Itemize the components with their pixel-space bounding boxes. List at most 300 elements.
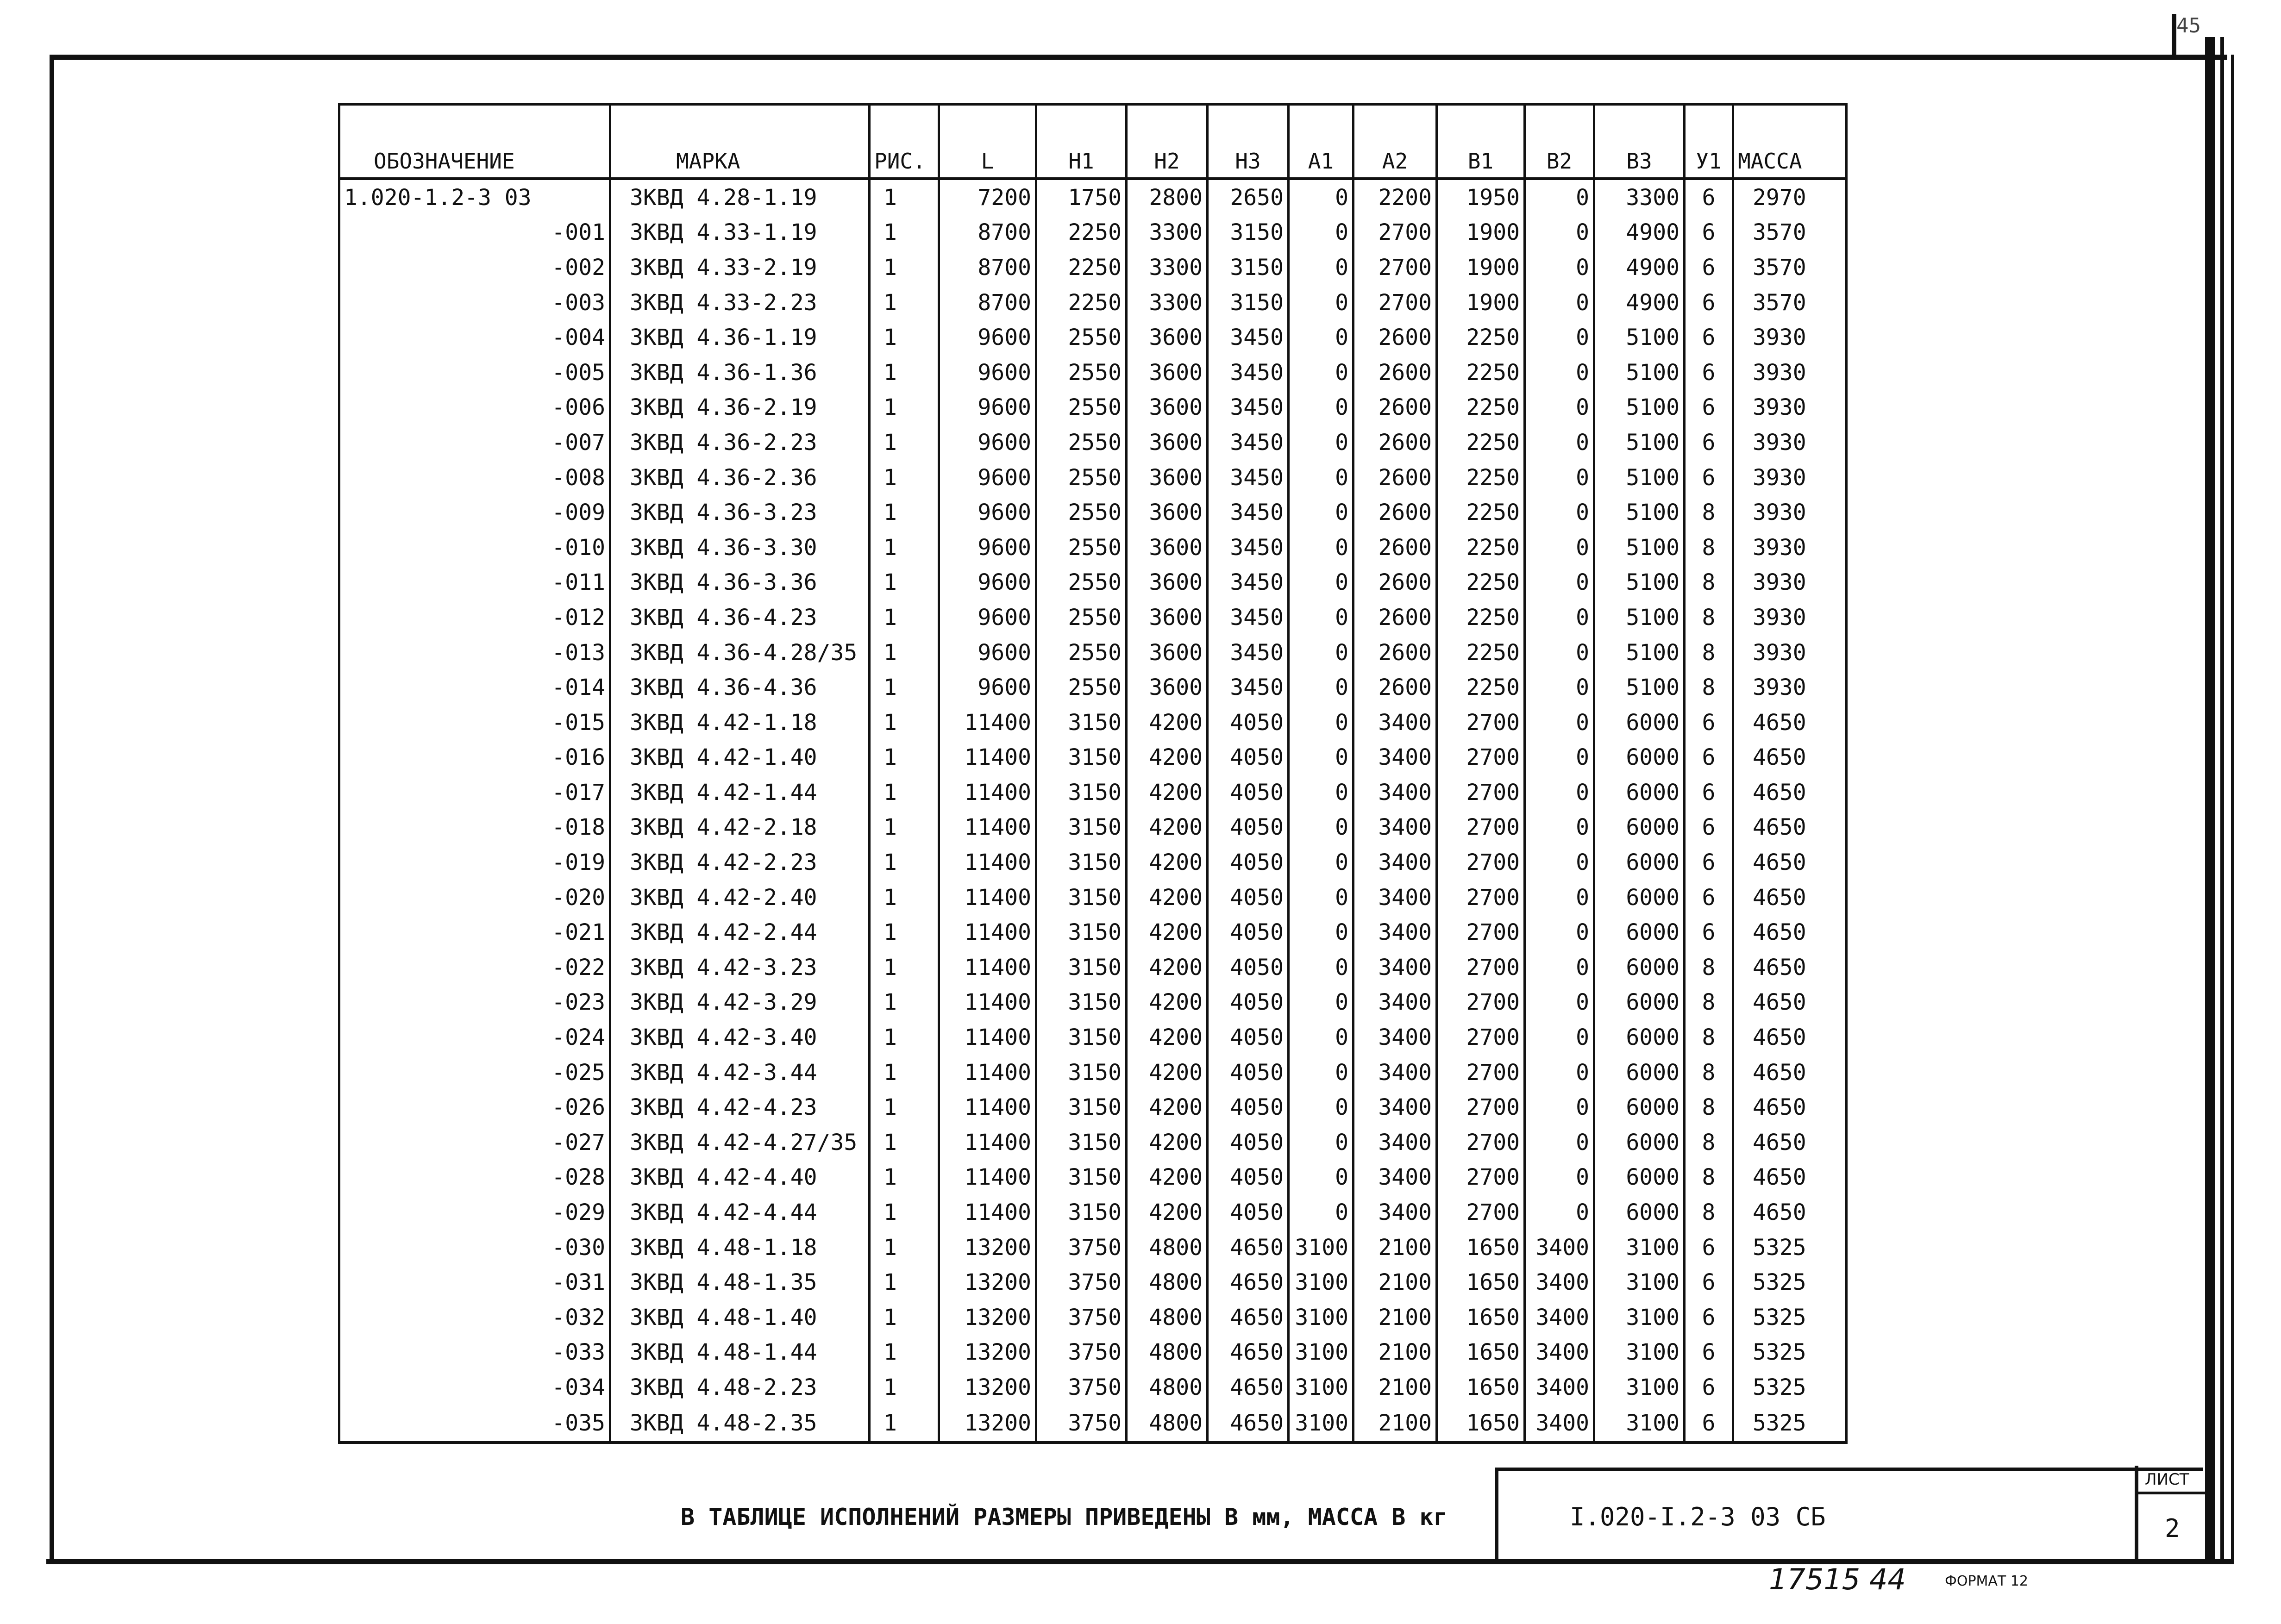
table-cell: 11400: [939, 1160, 1036, 1195]
table-cell: 9600: [939, 355, 1036, 390]
table-cell: 3600: [1127, 320, 1208, 355]
table-cell: 6000: [1594, 915, 1685, 950]
table-cell: 1750: [1036, 179, 1127, 215]
table-row: [339, 1160, 1847, 1195]
table-cell: 2250: [1036, 250, 1127, 285]
table-cell: 3КВД 4.42-1.44: [610, 775, 870, 810]
table-cell: 1650: [1437, 1405, 1525, 1443]
table-cell: 4650: [1208, 1230, 1289, 1265]
table-cell: 3КВД 4.36-2.36: [610, 460, 870, 495]
table-cell: 1: [870, 425, 939, 460]
table-cell: 8: [1685, 565, 1733, 600]
table-cell: 8: [1685, 1020, 1733, 1055]
table-cell: 5325: [1733, 1230, 1847, 1265]
table-cell: 3100: [1289, 1405, 1354, 1443]
table-cell: 3150: [1036, 775, 1127, 810]
table-cell: 3600: [1127, 635, 1208, 670]
table-cell: 1: [870, 670, 939, 705]
table-cell: 4650: [1733, 740, 1847, 775]
table-cell: 6000: [1594, 1195, 1685, 1230]
table-cell: 2550: [1036, 530, 1127, 565]
table-cell: 4650: [1733, 1055, 1847, 1090]
table-cell: 3КВД 4.42-2.18: [610, 810, 870, 845]
table-cell: 5325: [1733, 1300, 1847, 1335]
table-cell: 9600: [939, 670, 1036, 705]
table-cell: 0: [1525, 635, 1594, 670]
table-cell: 2700: [1437, 740, 1525, 775]
table-cell: 3450: [1208, 425, 1289, 460]
table-cell: 11400: [939, 845, 1036, 880]
table-cell: 1650: [1437, 1370, 1525, 1405]
table-cell: 3КВД 4.48-1.40: [610, 1300, 870, 1335]
table-cell: 3570: [1733, 215, 1847, 250]
table-cell: 2550: [1036, 600, 1127, 635]
frame-right-line-outer: [2231, 55, 2234, 1564]
table-cell: 1: [870, 250, 939, 285]
table-cell: 4800: [1127, 1335, 1208, 1370]
table-cell: 4200: [1127, 775, 1208, 810]
table-cell: 4050: [1208, 985, 1289, 1020]
table-cell: 4650: [1733, 810, 1847, 845]
table-cell: -027: [339, 1125, 610, 1160]
table-body: [339, 179, 1847, 1443]
table-cell: -011: [339, 565, 610, 600]
table-cell: 3150: [1036, 1055, 1127, 1090]
table-cell: 9600: [939, 320, 1036, 355]
table-cell: 6000: [1594, 1125, 1685, 1160]
table-cell: 3150: [1036, 1020, 1127, 1055]
table-cell: 6: [1685, 215, 1733, 250]
table-header-row: [339, 104, 1847, 179]
table-cell: 3930: [1733, 530, 1847, 565]
column-header: ОБОЗНАЧЕНИЕ: [339, 104, 610, 179]
table-cell: 0: [1525, 1020, 1594, 1055]
table-cell: 3930: [1733, 320, 1847, 355]
table-cell: 8700: [939, 250, 1036, 285]
table-cell: 2700: [1437, 845, 1525, 880]
table-cell: 1: [870, 880, 939, 915]
table-cell: 6000: [1594, 1020, 1685, 1055]
table-cell: 0: [1289, 320, 1354, 355]
table-cell: 3450: [1208, 495, 1289, 530]
table-cell: 3КВД 4.42-3.29: [610, 985, 870, 1020]
page-number: 45: [2176, 14, 2201, 37]
format-label: ФОРМАТ 12: [1945, 1573, 2028, 1589]
table-cell: 2550: [1036, 495, 1127, 530]
table-cell: 8: [1685, 950, 1733, 985]
table-cell: 1: [870, 1195, 939, 1230]
table-cell: 1: [870, 1230, 939, 1265]
table-cell: 4650: [1208, 1405, 1289, 1443]
table-cell: 5100: [1594, 530, 1685, 565]
table-cell: 3КВД 4.42-3.40: [610, 1020, 870, 1055]
table-cell: 4200: [1127, 915, 1208, 950]
versions-table: [338, 103, 1848, 1444]
table-cell: 0: [1525, 1055, 1594, 1090]
table-cell: 0: [1289, 355, 1354, 390]
table-cell: -002: [339, 250, 610, 285]
table-cell: 9600: [939, 635, 1036, 670]
table-cell: 4650: [1208, 1335, 1289, 1370]
table-row: [339, 390, 1847, 425]
table-cell: 2700: [1437, 1055, 1525, 1090]
table-row: [339, 775, 1847, 810]
table-cell: 0: [1525, 355, 1594, 390]
table-cell: 3КВД 4.42-2.44: [610, 915, 870, 950]
table-cell: 2600: [1354, 600, 1437, 635]
table-cell: 4200: [1127, 740, 1208, 775]
table-cell: 13200: [939, 1370, 1036, 1405]
table-cell: 4050: [1208, 705, 1289, 740]
table-cell: -014: [339, 670, 610, 705]
table-cell: 4200: [1127, 810, 1208, 845]
table-cell: 0: [1289, 1160, 1354, 1195]
table-cell: 6000: [1594, 845, 1685, 880]
table-cell: 3150: [1208, 250, 1289, 285]
table-cell: 4050: [1208, 1090, 1289, 1125]
table-cell: 6: [1685, 1300, 1733, 1335]
table-cell: 0: [1289, 950, 1354, 985]
table-cell: 2700: [1437, 880, 1525, 915]
table-cell: 4650: [1733, 705, 1847, 740]
table-cell: 0: [1525, 285, 1594, 320]
table-cell: 13200: [939, 1230, 1036, 1265]
table-cell: -005: [339, 355, 610, 390]
table-cell: 3450: [1208, 635, 1289, 670]
table-cell: 3КВД 4.42-4.44: [610, 1195, 870, 1230]
table-cell: 0: [1525, 425, 1594, 460]
table-cell: 6000: [1594, 810, 1685, 845]
table-cell: 6000: [1594, 1055, 1685, 1090]
table-cell: 5100: [1594, 390, 1685, 425]
table-cell: 2550: [1036, 355, 1127, 390]
table-cell: 0: [1525, 495, 1594, 530]
table-cell: 8: [1685, 1090, 1733, 1125]
table-cell: 1: [870, 215, 939, 250]
table-cell: 0: [1525, 1160, 1594, 1195]
table-cell: 2250: [1437, 670, 1525, 705]
table-cell: 1: [870, 285, 939, 320]
table-cell: -025: [339, 1055, 610, 1090]
column-header: МАССА: [1733, 104, 1847, 179]
table-cell: 2250: [1036, 285, 1127, 320]
table-cell: 3КВД 4.33-1.19: [610, 215, 870, 250]
table-cell: 1: [870, 390, 939, 425]
table-cell: 3КВД 4.42-4.23: [610, 1090, 870, 1125]
table-cell: 3750: [1036, 1265, 1127, 1300]
table-cell: 9600: [939, 460, 1036, 495]
table-cell: 0: [1289, 600, 1354, 635]
table-cell: 0: [1525, 1125, 1594, 1160]
table-cell: 3100: [1289, 1370, 1354, 1405]
table-cell: 6: [1685, 775, 1733, 810]
table-cell: 3600: [1127, 460, 1208, 495]
table-row: [339, 1405, 1847, 1443]
table-cell: 11400: [939, 950, 1036, 985]
table-cell: 4050: [1208, 950, 1289, 985]
table-cell: 3750: [1036, 1370, 1127, 1405]
table-cell: 3150: [1036, 740, 1127, 775]
table-cell: 6: [1685, 425, 1733, 460]
table-row: [339, 1370, 1847, 1405]
table-cell: 4650: [1733, 845, 1847, 880]
table-cell: 8700: [939, 215, 1036, 250]
table-cell: -023: [339, 985, 610, 1020]
table-cell: -018: [339, 810, 610, 845]
table-row: [339, 320, 1847, 355]
table-row: [339, 1020, 1847, 1055]
table-cell: -010: [339, 530, 610, 565]
table-cell: 3150: [1036, 985, 1127, 1020]
table-cell: 4200: [1127, 950, 1208, 985]
table-cell: 0: [1289, 810, 1354, 845]
table-cell: 3КВД 4.36-4.36: [610, 670, 870, 705]
table-cell: 1: [870, 845, 939, 880]
table-cell: 6: [1685, 915, 1733, 950]
table-cell: -019: [339, 845, 610, 880]
table-cell: 1: [870, 1265, 939, 1300]
table-cell: 0: [1289, 1055, 1354, 1090]
table-cell: 6: [1685, 390, 1733, 425]
table-cell: 4800: [1127, 1265, 1208, 1300]
table-cell: 2700: [1437, 985, 1525, 1020]
frame-top-line: [51, 55, 2227, 60]
table-cell: 6000: [1594, 1090, 1685, 1125]
table-cell: 4650: [1208, 1300, 1289, 1335]
table-cell: 0: [1525, 1090, 1594, 1125]
table-cell: -017: [339, 775, 610, 810]
table-cell: 1: [870, 635, 939, 670]
table-cell: 8: [1685, 1125, 1733, 1160]
table-cell: 1: [870, 1125, 939, 1160]
table-row: [339, 1265, 1847, 1300]
table-cell: 4200: [1127, 1090, 1208, 1125]
table-cell: 3570: [1733, 250, 1847, 285]
table-cell: 3930: [1733, 565, 1847, 600]
table-cell: 3150: [1208, 285, 1289, 320]
table-cell: 6: [1685, 460, 1733, 495]
table-cell: 3КВД 4.48-2.23: [610, 1370, 870, 1405]
table-cell: -012: [339, 600, 610, 635]
table-cell: 3400: [1354, 1090, 1437, 1125]
table-cell: 0: [1525, 600, 1594, 635]
inventory-number: 17515 44: [1769, 1562, 1906, 1596]
table-cell: 4200: [1127, 1125, 1208, 1160]
table-cell: 3КВД 4.42-3.44: [610, 1055, 870, 1090]
table-cell: 6: [1685, 179, 1733, 215]
table-cell: 8: [1685, 1160, 1733, 1195]
table-cell: 4800: [1127, 1300, 1208, 1335]
table-row: [339, 495, 1847, 530]
table-cell: 0: [1289, 740, 1354, 775]
table-cell: 5325: [1733, 1335, 1847, 1370]
table-cell: 4200: [1127, 985, 1208, 1020]
table-cell: 0: [1525, 740, 1594, 775]
table-cell: 2600: [1354, 530, 1437, 565]
table-cell: 1: [870, 1090, 939, 1125]
table-cell: 1: [870, 460, 939, 495]
table-cell: 3150: [1036, 1125, 1127, 1160]
table-cell: 4650: [1733, 880, 1847, 915]
table-cell: 11400: [939, 915, 1036, 950]
table-cell: 0: [1289, 285, 1354, 320]
column-header: B3: [1594, 104, 1685, 179]
table-cell: 5325: [1733, 1370, 1847, 1405]
table-cell: 9600: [939, 530, 1036, 565]
table-cell: 1: [870, 495, 939, 530]
table-cell: -022: [339, 950, 610, 985]
table-cell: 5100: [1594, 635, 1685, 670]
table-cell: 3150: [1036, 1160, 1127, 1195]
table-cell: 4050: [1208, 1020, 1289, 1055]
table-cell: -007: [339, 425, 610, 460]
table-cell: 3150: [1036, 705, 1127, 740]
table-cell: 1: [870, 740, 939, 775]
table-cell: -006: [339, 390, 610, 425]
table-cell: 3КВД 4.28-1.19: [610, 179, 870, 215]
table-cell: 5325: [1733, 1265, 1847, 1300]
table-cell: 3450: [1208, 565, 1289, 600]
table-cell: 4650: [1733, 1020, 1847, 1055]
table-cell: 8: [1685, 495, 1733, 530]
table-cell: 4050: [1208, 845, 1289, 880]
table-cell: -004: [339, 320, 610, 355]
table-cell: 1: [870, 1160, 939, 1195]
column-header: A2: [1354, 104, 1437, 179]
table-cell: 0: [1289, 635, 1354, 670]
table-cell: 2100: [1354, 1335, 1437, 1370]
table-cell: 3КВД 4.36-1.36: [610, 355, 870, 390]
table-cell: 3750: [1036, 1230, 1127, 1265]
sheet-separator: [2135, 1492, 2205, 1494]
table-cell: 0: [1525, 460, 1594, 495]
table-cell: -034: [339, 1370, 610, 1405]
table-cell: 1: [870, 950, 939, 985]
table-cell: 3300: [1127, 215, 1208, 250]
table-cell: 6000: [1594, 880, 1685, 915]
table-cell: 2550: [1036, 425, 1127, 460]
table-cell: 1: [870, 775, 939, 810]
table-cell: 4900: [1594, 285, 1685, 320]
table-cell: 11400: [939, 705, 1036, 740]
table-row: [339, 565, 1847, 600]
table-cell: 4650: [1733, 775, 1847, 810]
table-cell: 0: [1289, 530, 1354, 565]
table-cell: -021: [339, 915, 610, 950]
table-cell: 3300: [1127, 285, 1208, 320]
column-header: A1: [1289, 104, 1354, 179]
table-cell: -029: [339, 1195, 610, 1230]
table-cell: 0: [1289, 250, 1354, 285]
table-cell: 0: [1289, 179, 1354, 215]
table-cell: 4050: [1208, 915, 1289, 950]
table-cell: 2200: [1354, 179, 1437, 215]
table-cell: 2800: [1127, 179, 1208, 215]
table-cell: 3930: [1733, 495, 1847, 530]
table-cell: 3КВД 4.48-1.35: [610, 1265, 870, 1300]
table-cell: 3400: [1525, 1370, 1594, 1405]
table-cell: 7200: [939, 179, 1036, 215]
table-cell: -028: [339, 1160, 610, 1195]
table-cell: 3КВД 4.36-3.36: [610, 565, 870, 600]
table-cell: 3400: [1354, 775, 1437, 810]
table-cell: 5100: [1594, 670, 1685, 705]
table-row: [339, 179, 1847, 215]
table-cell: -031: [339, 1265, 610, 1300]
table-cell: 5100: [1594, 425, 1685, 460]
table-cell: 4650: [1208, 1265, 1289, 1300]
table-cell: 3150: [1036, 880, 1127, 915]
table-cell: 2250: [1437, 565, 1525, 600]
table-cell: 1: [870, 355, 939, 390]
table-cell: 11400: [939, 1195, 1036, 1230]
table-cell: 3КВД 4.36-3.23: [610, 495, 870, 530]
table-cell: 13200: [939, 1335, 1036, 1370]
table-cell: 1: [870, 1055, 939, 1090]
table-row: [339, 1335, 1847, 1370]
column-header: B1: [1437, 104, 1525, 179]
table-cell: 11400: [939, 880, 1036, 915]
table-cell: 0: [1289, 1020, 1354, 1055]
table-cell: 0: [1289, 425, 1354, 460]
table-cell: 2100: [1354, 1230, 1437, 1265]
table-cell: 2600: [1354, 565, 1437, 600]
table-cell: 5100: [1594, 495, 1685, 530]
table-cell: 0: [1525, 1195, 1594, 1230]
table-cell: 4800: [1127, 1405, 1208, 1443]
table-cell: 0: [1525, 565, 1594, 600]
table-cell: 6: [1685, 705, 1733, 740]
table-cell: 3КВД 4.48-2.35: [610, 1405, 870, 1443]
table-cell: 8: [1685, 985, 1733, 1020]
table-cell: 3150: [1036, 950, 1127, 985]
table-cell: 6: [1685, 355, 1733, 390]
table-cell: 2100: [1354, 1265, 1437, 1300]
table-cell: 3100: [1594, 1405, 1685, 1443]
table-cell: 2700: [1437, 775, 1525, 810]
table-cell: 4200: [1127, 880, 1208, 915]
table-cell: 2700: [1437, 1125, 1525, 1160]
table-cell: 11400: [939, 1055, 1036, 1090]
table-cell: 0: [1525, 775, 1594, 810]
table-cell: 1950: [1437, 179, 1525, 215]
table-cell: 11400: [939, 1020, 1036, 1055]
table-cell: 0: [1289, 775, 1354, 810]
table-cell: 3150: [1036, 810, 1127, 845]
table-cell: 3750: [1036, 1405, 1127, 1443]
table-row: [339, 1230, 1847, 1265]
table-row: [339, 635, 1847, 670]
table-cell: 1: [870, 1405, 939, 1443]
table-cell: 1: [870, 530, 939, 565]
table-cell: 0: [1525, 985, 1594, 1020]
table-cell: 0: [1289, 1090, 1354, 1125]
table-cell: 3600: [1127, 565, 1208, 600]
table-cell: 4200: [1127, 845, 1208, 880]
table-cell: 4650: [1733, 1090, 1847, 1125]
table-cell: 3400: [1525, 1300, 1594, 1335]
table-cell: -016: [339, 740, 610, 775]
table-cell: 4200: [1127, 1160, 1208, 1195]
table-cell: 3400: [1354, 740, 1437, 775]
table-cell: 0: [1289, 705, 1354, 740]
table-cell: 6000: [1594, 1160, 1685, 1195]
table-cell: 3400: [1354, 880, 1437, 915]
table-row: [339, 1055, 1847, 1090]
table-cell: 3150: [1036, 915, 1127, 950]
frame-left-line: [50, 55, 54, 1564]
table-cell: 3300: [1127, 250, 1208, 285]
